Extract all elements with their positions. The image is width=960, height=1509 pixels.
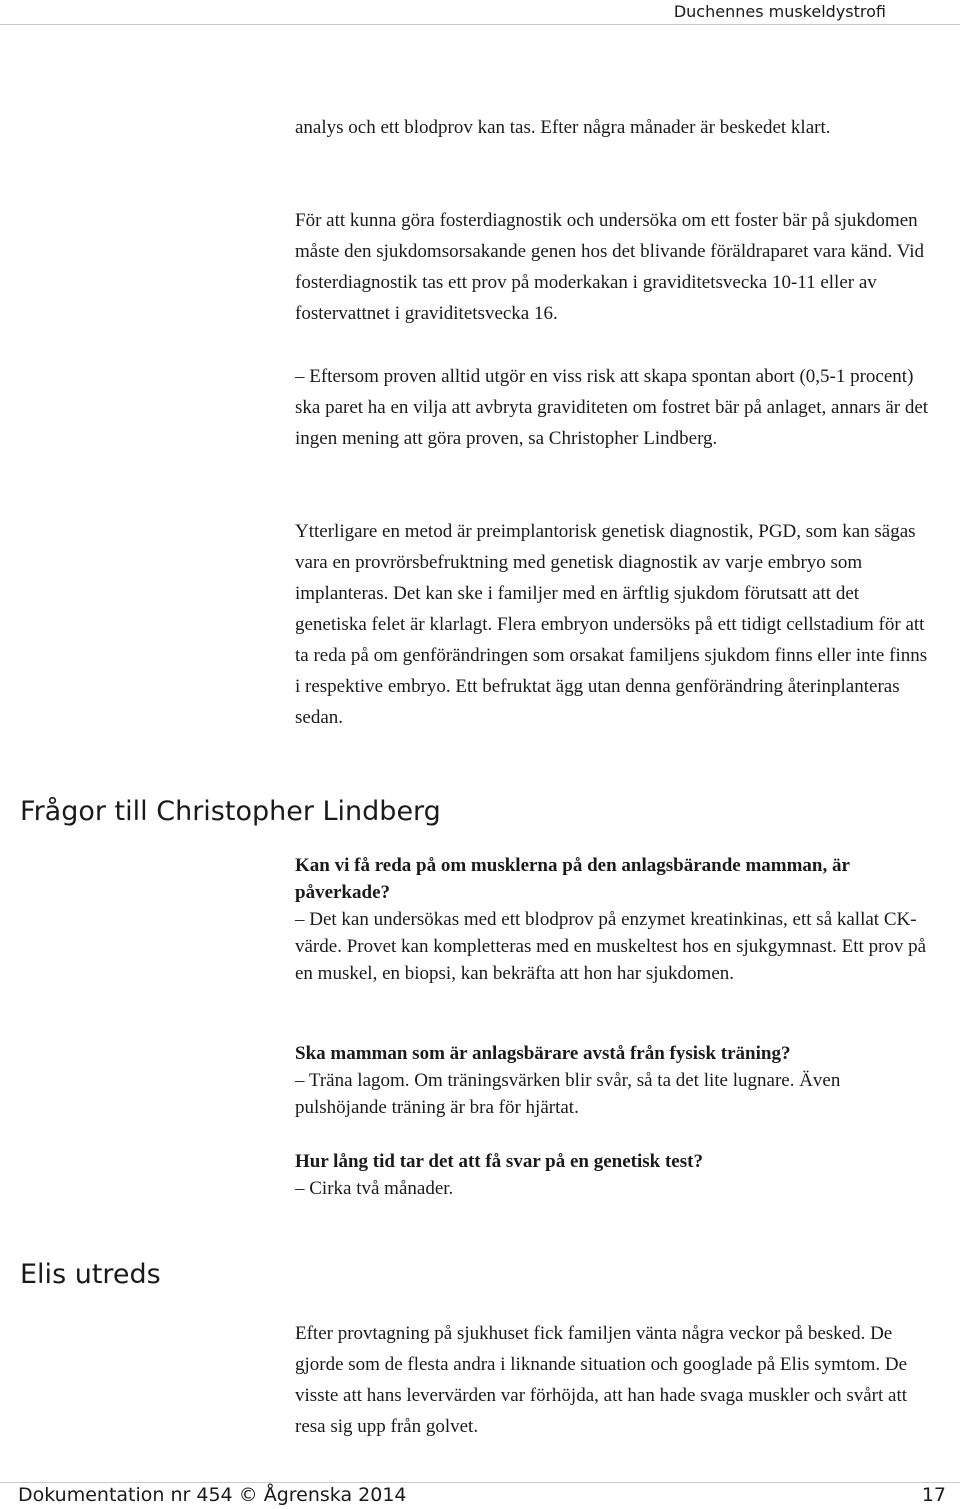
qa-item <box>295 1040 935 1121</box>
qa-question: Hur lång tid tar det att få svar på en genetisk test? <box>295 1151 703 1172</box>
qa-answer: – Cirka två månader. <box>295 1178 454 1199</box>
qa-question: Kan vi få reda på om musklerna på den anlagsbärande mamman, är påverkade? <box>295 855 850 903</box>
section-heading-questions: Frågor till Christopher Lindberg <box>20 796 441 827</box>
page-footer <box>0 1482 960 1509</box>
qa-answer: – Träna lagom. Om träningsvärken blir svår, så ta det lite lugnare. Även pulshöjande träning är bra för hjärtat. <box>295 1070 841 1118</box>
qa-answer: – Det kan undersökas med ett blodprov på enzymet kreatinkinas, ett så kallat CK-värde. Provet kan kompletteras med en muskeltest hos en sjukgymnast. Ett prov på en muskel, en biopsi, kan bekräfta att hon har sjukdomen. <box>295 909 927 984</box>
page-number: 17 <box>921 1484 946 1506</box>
page-header <box>0 0 960 25</box>
footer-publication: Dokumentation nr 454 © Ågrenska 2014 <box>18 1484 407 1506</box>
section-heading-elis: Elis utreds <box>20 1259 161 1290</box>
qa-item <box>295 852 935 987</box>
qa-item <box>295 1148 935 1202</box>
paragraph-4: Ytterligare en metod är preimplantorisk genetisk diagnostik, PGD, som kan sägas vara en provrörsbefruktning med genetisk diagnostik av varje embryo som implanteras. Det kan ske i familjer med en ärftlig sjukdom förutsatt att det genetiska felet är klarlagt. Flera embryon undersöks på ett tidigt cellstadium för att ta reda på om genförändringen som orsakat familjens sjukdom finns eller inte finns i respektive embryo. Ett befruktat ägg utan denna genförändring återinplanteras sedan. <box>295 521 928 728</box>
qa-question: Ska mamman som är anlagsbärare avstå från fysisk träning? <box>295 1043 791 1064</box>
paragraph-elis: Efter provtagning på sjukhuset fick familjen vänta några veckor på besked. De gjorde som de flesta andra i liknande situation och googlade på Elis symtom. De visste att hans levervärden var förhöjda, att han hade svaga muskler och svårt att resa sig upp från golvet. <box>295 1323 908 1437</box>
paragraph-2: För att kunna göra fosterdiagnostik och undersöka om ett foster bär på sjukdomen måste den sjukdomsorsakande genen hos det blivande föräldraparet vara känd. Vid fosterdiagnostik tas ett prov på moderkakan i graviditetsvecka 10-11 eller av fostervattnet i graviditetsvecka 16. <box>295 210 925 324</box>
running-title: Duchennes muskeldystrofi <box>673 2 886 21</box>
paragraph-3-quote: – Eftersom proven alltid utgör en viss risk att skapa spontan abort (0,5-1 procent) ska paret ha en vilja att avbryta graviditeten om fostret bär på anlaget, annars är det ingen mening att göra proven, sa Christopher Lindberg. <box>295 366 929 449</box>
paragraph-1: analys och ett blodprov kan tas. Efter några månader är beskedet klart. <box>295 117 831 138</box>
